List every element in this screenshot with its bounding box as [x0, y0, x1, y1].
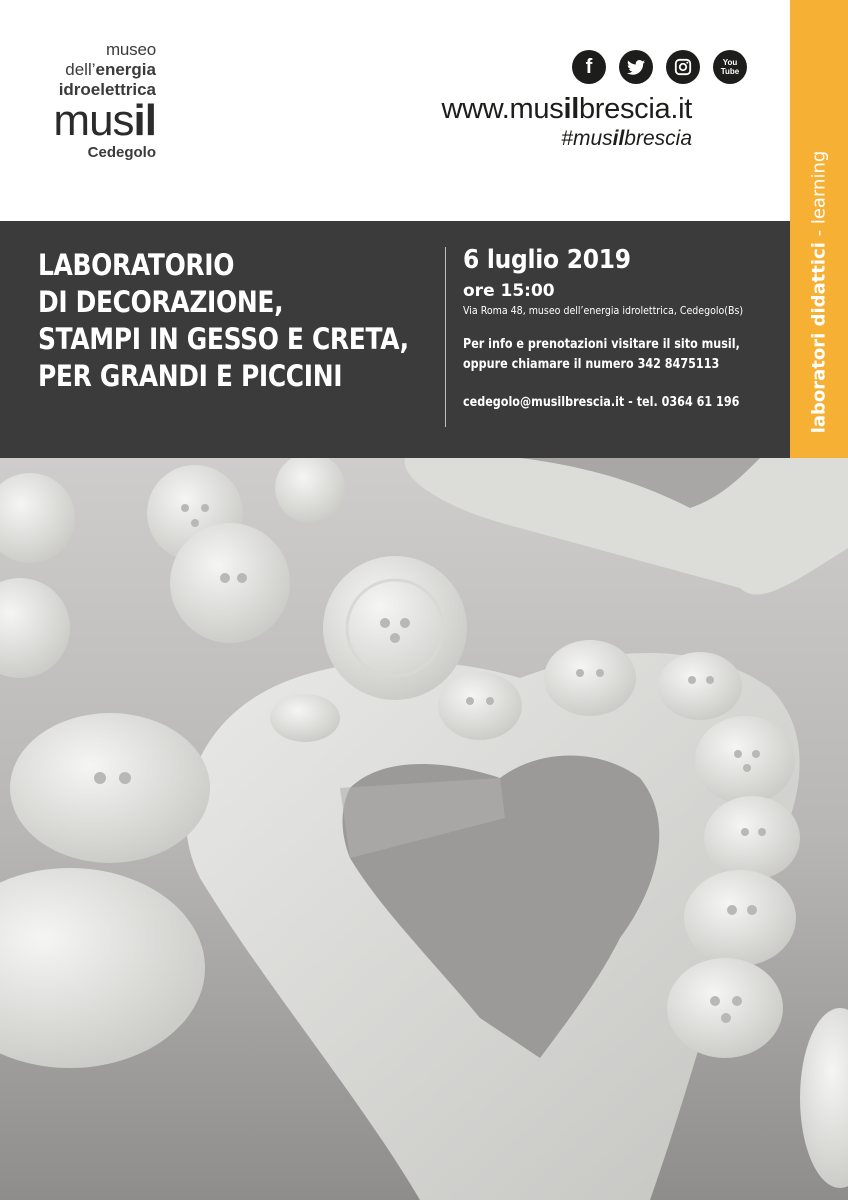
logo-brand — [30, 98, 156, 144]
event-contact — [463, 335, 738, 375]
website-url[interactable] — [441, 92, 692, 126]
facebook-glyph: f — [585, 55, 593, 78]
url-prefix: www.mus — [441, 93, 564, 125]
category-label — [809, 151, 830, 434]
event-title — [38, 247, 409, 395]
hashtag-bold: il — [612, 127, 625, 150]
logo-dell: dell’ — [65, 60, 96, 79]
facebook-icon[interactable] — [572, 50, 606, 84]
divider — [445, 247, 446, 427]
logo-line-idroelettrica: idroelettrica — [58, 80, 156, 99]
youtube-glyph: You Tube — [720, 58, 740, 76]
event-band — [0, 221, 790, 458]
plaster-hearts-buttons-image — [0, 458, 848, 1200]
category-sep: - — [808, 224, 830, 243]
url-bold: il — [563, 93, 579, 125]
twitter-glyph — [627, 60, 645, 75]
event-info — [463, 243, 783, 413]
instagram-glyph — [674, 58, 692, 76]
contact-line-1: Per info e prenotazioni visitare il sito musil, — [463, 337, 740, 352]
logo-line-energia — [30, 60, 156, 80]
logo-il: il — [133, 96, 156, 145]
event-address: Via Roma 48, museo dell’energia idrolettrica, Cedegolo(Bs) — [463, 304, 744, 317]
event-time: ore 15:00 — [463, 281, 555, 301]
website-block — [441, 92, 692, 152]
hashtag-suffix: brescia — [624, 127, 692, 150]
musil-logo — [30, 40, 156, 162]
category-sidebar — [790, 0, 848, 458]
title-line-3: STAMPI IN GESSO E CRETA, — [38, 322, 409, 356]
social-icons — [572, 50, 747, 84]
title-line-1: LABORATORIO — [38, 248, 235, 282]
logo-mus: mus — [53, 96, 134, 145]
category-light: learning — [808, 150, 830, 225]
logo-line-museo: museo — [105, 40, 156, 59]
logo-energia: energia — [95, 60, 156, 79]
category-bold: laboratori didattici — [808, 242, 830, 434]
event-date: 6 luglio 2019 — [463, 245, 631, 275]
twitter-icon[interactable] — [619, 50, 653, 84]
hashtag-prefix: #mus — [561, 127, 613, 150]
header — [0, 0, 790, 221]
instagram-icon[interactable] — [666, 50, 700, 84]
event-email[interactable]: cedegolo@musilbrescia.it - tel. 0364 61 196 — [463, 395, 740, 410]
title-line-4: PER GRANDI E PICCINI — [38, 359, 343, 393]
youtube-icon[interactable] — [713, 50, 747, 84]
hero-photo — [0, 458, 848, 1200]
hashtag — [441, 126, 692, 152]
contact-line-2: oppure chiamare il numero 342 8475113 — [463, 357, 720, 372]
url-suffix: brescia.it — [578, 93, 692, 125]
logo-city: Cedegolo — [87, 144, 156, 161]
title-line-2: DI DECORAZIONE, — [38, 285, 284, 319]
